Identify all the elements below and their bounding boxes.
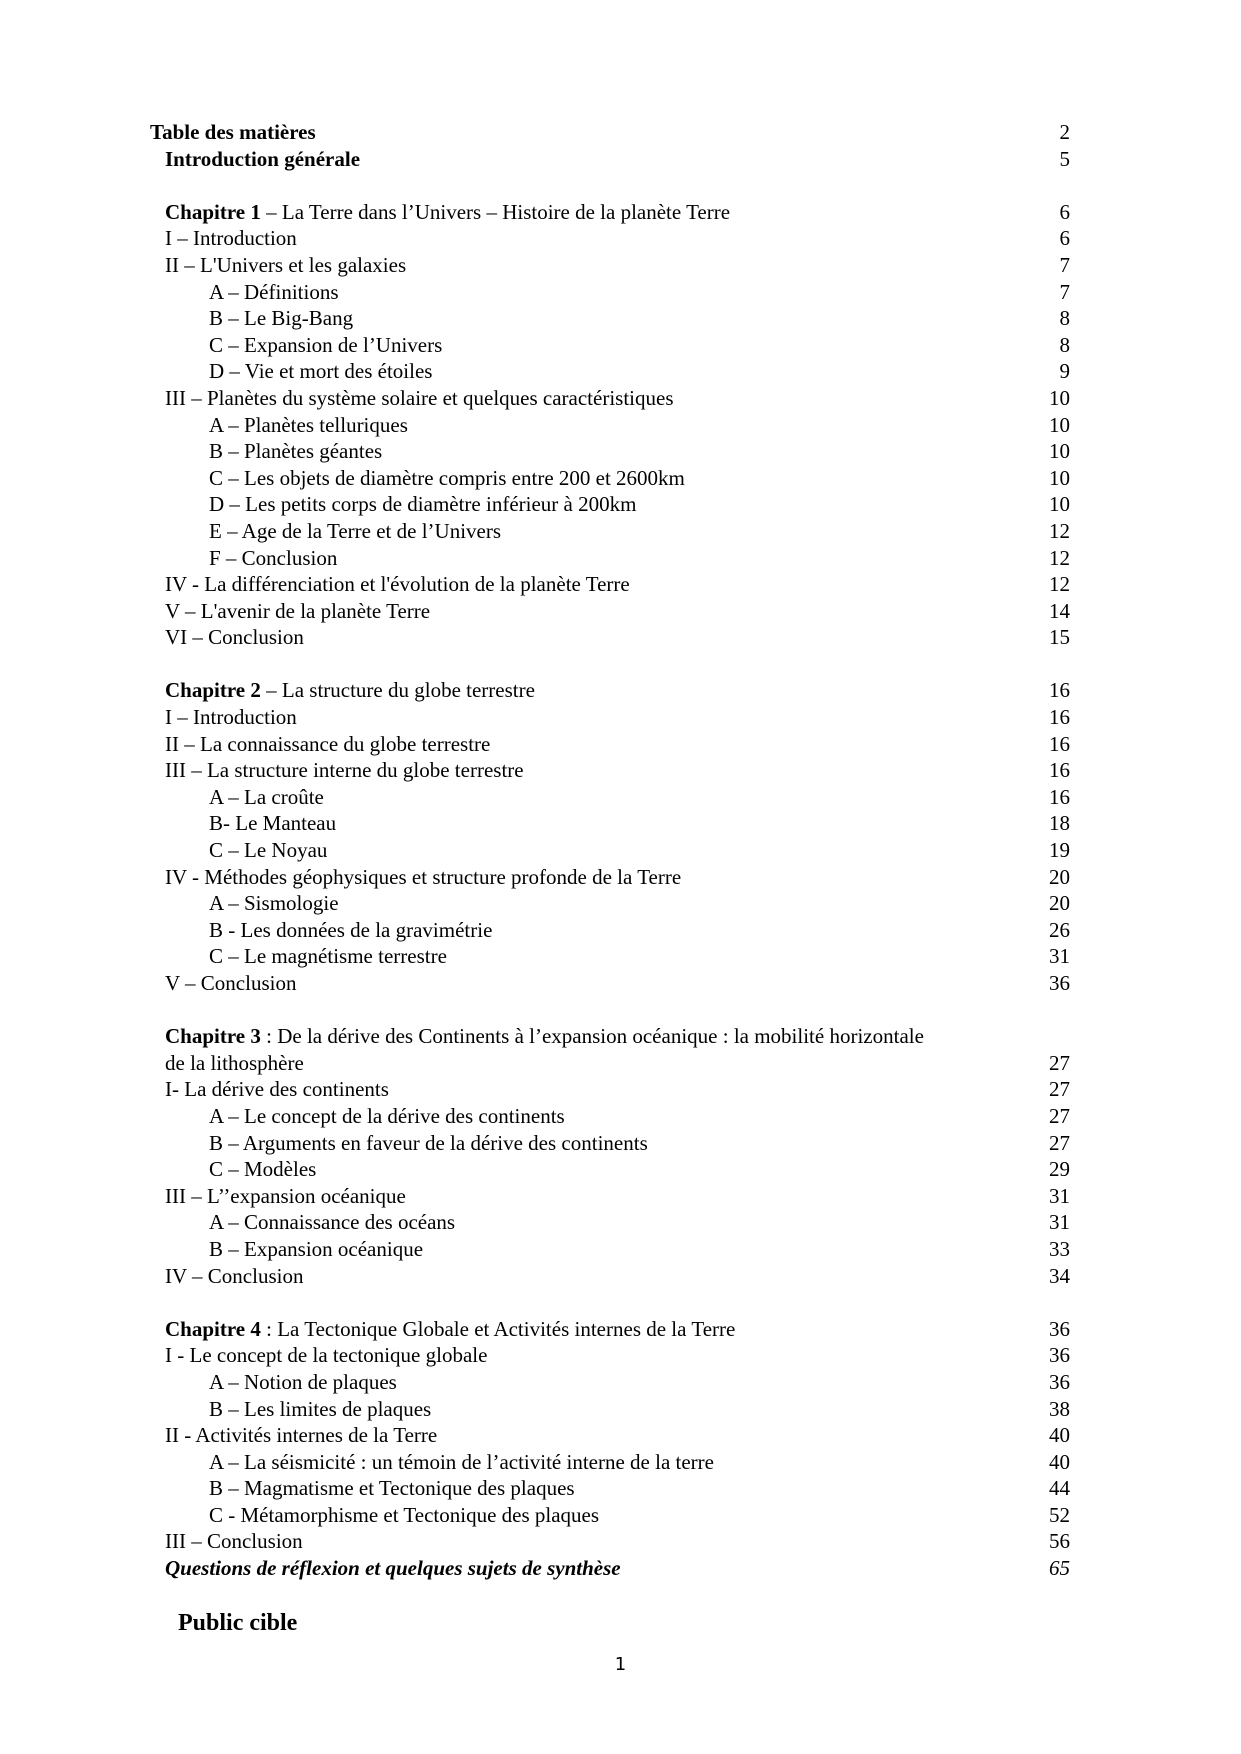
chapter-number: Chapitre 1 <box>165 199 261 224</box>
toc-entry-page: 16 <box>1049 705 1070 730</box>
toc-entry <box>150 465 1070 492</box>
toc-entry <box>150 385 1070 412</box>
toc-entry-page: 14 <box>1049 598 1070 623</box>
toc-entry-label: de la lithosphère <box>165 1050 304 1075</box>
toc-entry <box>150 491 1070 518</box>
toc-entry <box>150 1103 1070 1130</box>
toc-entry <box>150 1475 1070 1502</box>
toc-entry-page: 19 <box>1049 838 1070 863</box>
chapter-title: : La Tectonique Globale et Activités internes de la Terre <box>260 1316 736 1341</box>
toc-entry-page: 27 <box>1049 1103 1070 1128</box>
toc-entry-label: C – Modèles <box>209 1157 317 1182</box>
toc-entry-page: 20 <box>1049 891 1070 916</box>
toc-entry-page: 10 <box>1049 439 1070 464</box>
toc-entry <box>150 1396 1070 1423</box>
toc-entry <box>150 757 1070 784</box>
toc-entry-label: E – Age de la Terre et de l’Univers <box>209 518 502 543</box>
toc-entry-label <box>165 1024 924 1048</box>
toc-entry-page: 9 <box>1059 359 1070 384</box>
toc-entry <box>150 1236 1070 1263</box>
toc-entry-page: 10 <box>1049 412 1070 437</box>
toc-entry-label: B - Les données de la gravimétrie <box>209 917 493 942</box>
toc-entry <box>150 146 1070 173</box>
toc-entry <box>150 1502 1070 1529</box>
toc-entry <box>150 1183 1070 1210</box>
toc-entry <box>150 970 1070 997</box>
toc-entry <box>150 571 1070 598</box>
toc-entry <box>150 119 1070 146</box>
toc-entry-page: 7 <box>1059 279 1070 304</box>
toc-entry-label: A – Le concept de la dérive des continents <box>209 1103 565 1128</box>
toc-entry-label: I – Introduction <box>165 705 297 730</box>
toc-entry <box>150 598 1070 625</box>
toc-entry <box>150 358 1070 385</box>
toc-entry-label: B – Arguments en faveur de la dérive des continents <box>209 1130 648 1155</box>
section-heading-public-cible: Public cible <box>178 1610 298 1636</box>
toc-entry-page: 27 <box>1049 1130 1070 1155</box>
toc-entry <box>150 1263 1070 1290</box>
toc-entry-label: D – Les petits corps de diamètre inférieur à 200km <box>209 492 637 517</box>
toc-entry-page: 26 <box>1049 917 1070 942</box>
toc-entry-label: A – Connaissance des océans <box>209 1210 456 1235</box>
toc-entry-label: A – Définitions <box>209 279 339 304</box>
toc-entry <box>150 1369 1070 1396</box>
toc-entry-label: A – Planètes telluriques <box>209 412 408 437</box>
toc-entry-label: I - Le concept de la tectonique globale <box>165 1343 488 1368</box>
toc-entry-label: III – Conclusion <box>165 1529 303 1554</box>
toc-entry <box>150 1050 1070 1077</box>
toc-entry <box>150 1555 1070 1582</box>
toc-entry-label: C – Le Noyau <box>209 838 328 863</box>
toc-entry <box>150 1528 1070 1555</box>
toc-entry-page: 52 <box>1049 1502 1070 1527</box>
toc-entry-label: I- La dérive des continents <box>165 1077 389 1102</box>
toc-entry-label: B – Le Big-Bang <box>209 306 354 331</box>
toc-entry <box>150 545 1070 572</box>
chapter-number: Chapitre 3 <box>165 1024 261 1049</box>
toc-spacer <box>150 651 1070 678</box>
toc-entry-label: II – La connaissance du globe terrestre <box>165 731 491 756</box>
toc-entry <box>150 864 1070 891</box>
toc-entry <box>150 1422 1070 1449</box>
toc-entry-label: II - Activités internes de la Terre <box>165 1423 438 1448</box>
toc-entry <box>150 890 1070 917</box>
toc-entry <box>150 252 1070 279</box>
toc-entry-page: 8 <box>1059 306 1070 331</box>
toc-entry-page: 27 <box>1049 1050 1070 1075</box>
toc-entry <box>150 438 1070 465</box>
toc-entry-label <box>165 678 535 702</box>
toc-entry-page: 18 <box>1049 811 1070 836</box>
toc-entry-label: I – Introduction <box>165 226 297 251</box>
toc-entry-page: 31 <box>1049 944 1070 969</box>
toc-entry-label: IV - La différenciation et l'évolution de la planète Terre <box>165 572 630 597</box>
toc-entry-page: 10 <box>1049 492 1070 517</box>
toc-entry <box>150 225 1070 252</box>
toc-entry-page: 12 <box>1049 518 1070 543</box>
toc-entry-label: A – La croûte <box>209 784 324 809</box>
toc-entry <box>150 1130 1070 1157</box>
toc-entry <box>150 1342 1070 1369</box>
toc-entry-page: 31 <box>1049 1210 1070 1235</box>
toc-entry <box>150 917 1070 944</box>
toc-entry-page: 5 <box>1059 146 1070 171</box>
toc-entry-label: C – Le magnétisme terrestre <box>209 944 447 969</box>
toc-entry-label: C – Les objets de diamètre compris entre 200 et 2600km <box>209 465 685 490</box>
toc-entry-page: 16 <box>1049 731 1070 756</box>
toc-entry-label: B – Les limites de plaques <box>209 1396 432 1421</box>
toc-entry-page: 40 <box>1049 1449 1070 1474</box>
toc-entry-page: 34 <box>1049 1263 1070 1288</box>
toc-entry-page: 15 <box>1049 625 1070 650</box>
toc-entry-label: F – Conclusion <box>209 545 338 570</box>
toc-entry-page: 6 <box>1059 226 1070 251</box>
toc-entry <box>150 704 1070 731</box>
toc-spacer <box>150 997 1070 1024</box>
chapter-number: Chapitre 4 <box>165 1316 261 1341</box>
toc-entry-label: D – Vie et mort des étoiles <box>209 359 433 384</box>
toc-entry-page: 12 <box>1049 572 1070 597</box>
toc-entry <box>150 1449 1070 1476</box>
toc-entry <box>150 810 1070 837</box>
toc-entry <box>150 305 1070 332</box>
toc-spacer <box>150 1289 1070 1316</box>
toc-entry-page: 16 <box>1049 784 1070 809</box>
toc-entry-page: 7 <box>1059 252 1070 277</box>
table-of-contents <box>150 119 1070 1582</box>
toc-entry <box>150 731 1070 758</box>
toc-entry-label: V – L'avenir de la planète Terre <box>165 598 431 623</box>
toc-entry-page: 8 <box>1059 332 1070 357</box>
toc-entry-page: 38 <box>1049 1396 1070 1421</box>
toc-entry-page: 27 <box>1049 1077 1070 1102</box>
toc-entry-page: 12 <box>1049 545 1070 570</box>
toc-entry <box>150 199 1070 226</box>
toc-entry <box>150 1156 1070 1183</box>
toc-entry-page: 36 <box>1049 1316 1070 1341</box>
toc-entry-page: 2 <box>1059 120 1070 144</box>
toc-entry-page: 29 <box>1049 1157 1070 1182</box>
toc-entry <box>150 1209 1070 1236</box>
toc-entry-label <box>165 1317 735 1341</box>
toc-entry <box>150 624 1070 651</box>
toc-entry <box>150 279 1070 306</box>
toc-entry-page: 16 <box>1049 678 1070 703</box>
toc-entry-label: V – Conclusion <box>165 971 297 995</box>
toc-entry-label: C - Métamorphisme et Tectonique des plaques <box>209 1502 600 1527</box>
toc-entry-page: 16 <box>1049 758 1070 783</box>
toc-entry-page: 36 <box>1049 1369 1070 1394</box>
toc-entry-label: A – Notion de plaques <box>209 1369 397 1394</box>
chapter-title: – La structure du globe terrestre <box>260 678 535 703</box>
toc-entry-label: IV - Méthodes géophysiques et structure profonde de la Terre <box>165 864 682 889</box>
toc-entry <box>150 1023 1070 1050</box>
chapter-number: Chapitre 2 <box>165 678 261 703</box>
toc-entry-page: 44 <box>1049 1476 1070 1501</box>
toc-entry <box>150 518 1070 545</box>
toc-entry-label: Questions de réflexion et quelques sujets de synthèse <box>165 1556 621 1581</box>
toc-entry <box>150 784 1070 811</box>
toc-entry-label: B – Magmatisme et Tectonique des plaques <box>209 1476 575 1501</box>
toc-entry-page: 33 <box>1049 1236 1070 1261</box>
toc-entry <box>150 412 1070 439</box>
toc-entry-label <box>165 200 730 224</box>
toc-entry-page: 31 <box>1049 1183 1070 1208</box>
toc-entry-label: B- Le Manteau <box>209 811 337 836</box>
toc-entry <box>150 1076 1070 1103</box>
toc-entry-label: III – Planètes du système solaire et quelques caractéristiques <box>165 385 674 410</box>
toc-entry-label: C – Expansion de l’Univers <box>209 332 443 357</box>
chapter-title: : De la dérive des Continents à l’expansion océanique : la mobilité horizontale <box>260 1024 924 1049</box>
toc-entry-label: Table des matières <box>150 120 316 144</box>
toc-entry-label: IV – Conclusion <box>165 1263 304 1288</box>
toc-entry <box>150 837 1070 864</box>
chapter-title: – La Terre dans l’Univers – Histoire de la planète Terre <box>260 199 731 224</box>
toc-entry-label: B – Expansion océanique <box>209 1236 424 1261</box>
toc-entry-label: II – L'Univers et les galaxies <box>165 252 407 277</box>
toc-spacer <box>150 172 1070 199</box>
toc-entry-label: Introduction générale <box>165 146 361 171</box>
toc-entry-label: III – La structure interne du globe terrestre <box>165 758 524 783</box>
toc-entry <box>150 677 1070 704</box>
toc-entry-page: 36 <box>1049 971 1070 995</box>
toc-entry-page: 10 <box>1049 385 1070 410</box>
toc-entry <box>150 943 1070 970</box>
toc-entry <box>150 332 1070 359</box>
toc-entry-page: 20 <box>1049 864 1070 889</box>
toc-entry-label: B – Planètes géantes <box>209 439 383 464</box>
toc-entry-page: 40 <box>1049 1423 1070 1448</box>
page-number: 1 <box>614 1654 627 1675</box>
toc-entry-page: 6 <box>1059 199 1070 224</box>
toc-entry-label: VI – Conclusion <box>165 625 304 650</box>
toc-entry-page: 65 <box>1049 1556 1070 1581</box>
toc-entry <box>150 1316 1070 1343</box>
toc-entry-page: 56 <box>1049 1529 1070 1554</box>
toc-entry-page: 36 <box>1049 1343 1070 1368</box>
toc-entry-label: III – L’’expansion océanique <box>165 1183 406 1208</box>
toc-entry-label: A – La séismicité : un témoin de l’activité interne de la terre <box>209 1449 714 1474</box>
toc-entry-label: A – Sismologie <box>209 891 339 916</box>
toc-entry-page: 10 <box>1049 465 1070 490</box>
